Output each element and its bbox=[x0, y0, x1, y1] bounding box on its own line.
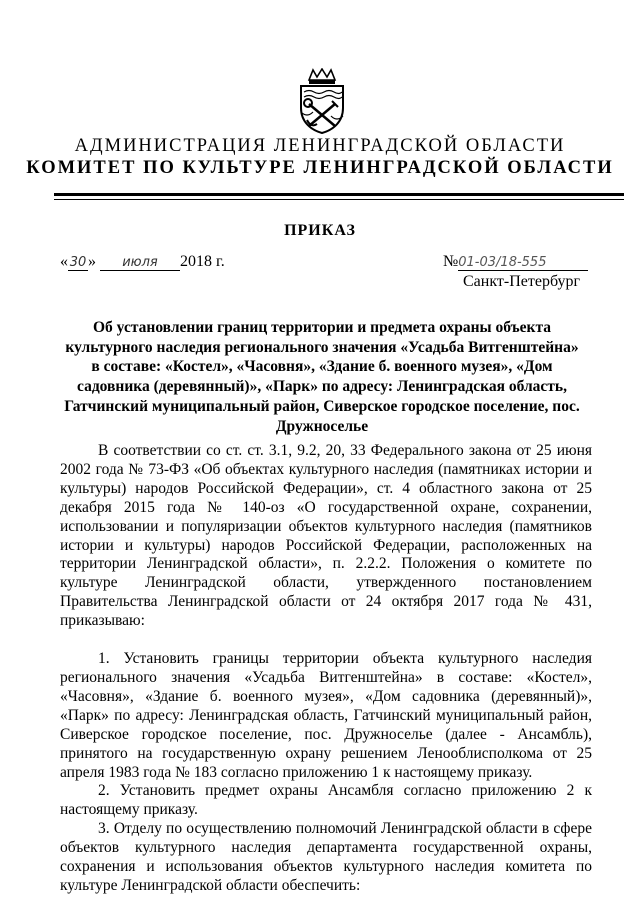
header-rule-thin bbox=[54, 199, 624, 200]
coat-of-arms-icon bbox=[297, 68, 347, 134]
order-item-1: 1. Установить границы территории объекта культурного наследия регионального значения «Усадьба Витгенштейна» в составе: «Костел», «Часовня», «Здание б. военного музея», «Дом садовника (деревянный)», «Парк» по адресу: Ленинградская область, Гатчинский муниципальный район, Сиверское городское поселение, пос. Дружноселье (далее - Ансамбль), принятого на государственную охрану решением Ленооблисполкома от 25 апреля 1983 года № 183 согласно приложению 1 к настоящему приказу. bbox=[60, 650, 592, 781]
number-prefix: № bbox=[443, 253, 459, 270]
document-number bbox=[443, 253, 588, 271]
order-item-3: 3. Отделу по осуществлению полномочий Ленинградской области в сфере объектов культурного наследия департамента государственной охраны, сохранения и использования объектов культурного наследия комитета по культуре Ленинградской области обеспечить: bbox=[60, 820, 592, 894]
document-title: Об установлении границ территории и предмета охраны объекта культурного наследия регионального значения «Усадьба Витгенштейна» в составе: «Костел», «Часовня», «Здание б. военного музея», «Дом садовника (деревянный)», «Парк» по адресу: Ленинградская область, Гатчинский муниципальный район, Сиверское городское поселение, пос. Дружноселье bbox=[64, 319, 580, 435]
organization-line-2: КОМИТЕТ ПО КУЛЬТУРЕ ЛЕНИНГРАДСКОЙ ОБЛАСТИ bbox=[26, 158, 614, 178]
preamble-paragraph: В соответствии со ст. ст. 3.1, 9.2, 20, 33 Федерального закона от 25 июня 2002 года № 73-ФЗ «Об объектах культурного наследия (памятниках истории и культуры) народов Российской Федерации», ст. 4 областного закона от 25 декабря 2015 года № 140-оз «О государственной охране, сохранении, использовании и популяризации объектов культурного наследия (памятников истории и культуры) народов Российской Федерации, расположенных на территории Ленинградской области», п. 2.2.2. Положения о комитете по культуре Ленинградской области, утвержденного постановлением Правительства Ленинградской области от 24 октября 2017 года № 431, приказываю: bbox=[60, 442, 592, 630]
date-month: июля bbox=[100, 255, 180, 271]
document-body bbox=[60, 442, 592, 896]
date-year: 2018 г. bbox=[180, 253, 225, 270]
document-city: Санкт-Петербург bbox=[463, 273, 581, 290]
document-type: ПРИКАЗ bbox=[284, 222, 356, 239]
date-day: 30 bbox=[69, 255, 87, 270]
order-item-2: 2. Установить предмет охраны Ансамбля согласно приложению 2 к настоящему приказу. bbox=[60, 782, 592, 819]
organization-line-1: АДМИНИСТРАЦИЯ ЛЕНИНГРАДСКОЙ ОБЛАСТИ bbox=[74, 136, 566, 156]
number-value: 01-03/18-555 bbox=[458, 255, 588, 271]
header-rule-thick bbox=[54, 193, 624, 196]
document-date: « 30 » июля 2018 г. bbox=[60, 253, 225, 270]
